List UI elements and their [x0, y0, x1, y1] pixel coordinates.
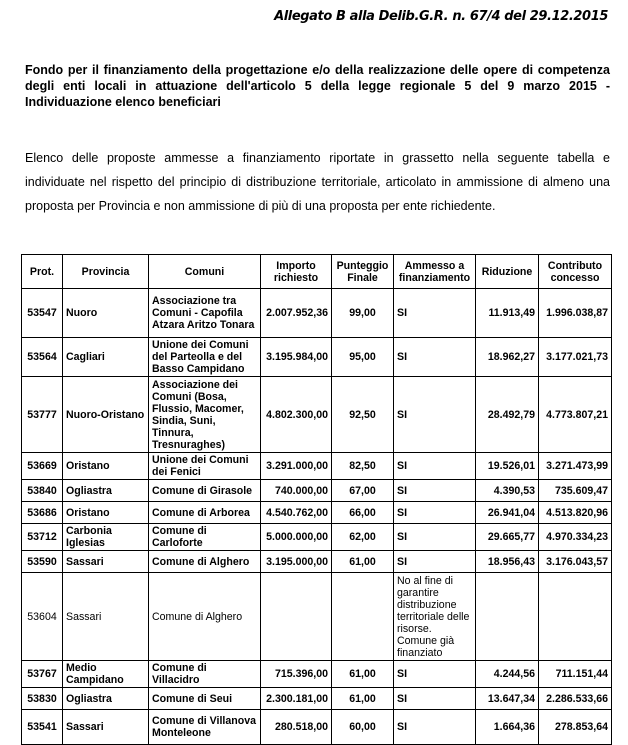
cell-riduzione: 28.492,79: [476, 377, 539, 453]
cell-contributo: 4.970.334,23: [539, 524, 612, 551]
cell-punteggio: [332, 573, 394, 661]
cell-ammesso: SI: [394, 453, 476, 480]
cell-contributo: 735.609,47: [539, 480, 612, 502]
cell-provincia: Nuoro-Oristano: [63, 377, 149, 453]
table-row: [22, 573, 612, 661]
cell-importo: 715.396,00: [261, 661, 332, 688]
cell-comuni: Unione dei Comuni dei Fenici: [149, 453, 261, 480]
cell-contributo: [539, 573, 612, 661]
table-row: [22, 710, 612, 745]
cell-contributo: 3.176.043,57: [539, 551, 612, 573]
table-row: [22, 524, 612, 551]
table-row: [22, 688, 612, 710]
cell-importo: 3.291.000,00: [261, 453, 332, 480]
col-header-comuni: Comuni: [149, 255, 261, 289]
table-row: [22, 661, 612, 688]
cell-prot: 53777: [22, 377, 63, 453]
cell-prot: 53590: [22, 551, 63, 573]
cell-comuni: Associazione dei Comuni (Bosa, Flussio, Macomer, Sindia, Suni, Tinnura, Tresnuraghes): [149, 377, 261, 453]
cell-importo: 740.000,00: [261, 480, 332, 502]
cell-importo: 3.195.000,00: [261, 551, 332, 573]
cell-punteggio: 62,00: [332, 524, 394, 551]
cell-punteggio: 95,00: [332, 338, 394, 377]
cell-provincia: Oristano: [63, 502, 149, 524]
cell-importo: 4.540.762,00: [261, 502, 332, 524]
cell-ammesso: SI: [394, 502, 476, 524]
cell-comuni: Unione dei Comuni del Parteolla e del Basso Campidano: [149, 338, 261, 377]
cell-provincia: Medio Campidano: [63, 661, 149, 688]
cell-ammesso: SI: [394, 710, 476, 745]
cell-punteggio: 66,00: [332, 502, 394, 524]
cell-provincia: Cagliari: [63, 338, 149, 377]
cell-importo: 2.300.181,00: [261, 688, 332, 710]
cell-contributo: 3.177.021,73: [539, 338, 612, 377]
cell-ammesso: SI: [394, 377, 476, 453]
cell-punteggio: 99,00: [332, 289, 394, 338]
cell-provincia: Ogliastra: [63, 480, 149, 502]
cell-prot: 53767: [22, 661, 63, 688]
cell-riduzione: 18.962,27: [476, 338, 539, 377]
cell-contributo: 711.151,44: [539, 661, 612, 688]
table-row: [22, 377, 612, 453]
cell-comuni: Comune di Alghero: [149, 551, 261, 573]
col-header-prot: Prot.: [22, 255, 63, 289]
col-header-provincia: Provincia: [63, 255, 149, 289]
cell-riduzione: 11.913,49: [476, 289, 539, 338]
cell-contributo: 1.996.038,87: [539, 289, 612, 338]
cell-punteggio: 61,00: [332, 551, 394, 573]
cell-provincia: Sassari: [63, 551, 149, 573]
cell-contributo: 4.773.807,21: [539, 377, 612, 453]
cell-riduzione: 1.664,36: [476, 710, 539, 745]
cell-punteggio: 60,00: [332, 710, 394, 745]
cell-contributo: 278.853,64: [539, 710, 612, 745]
table-header-row: [22, 255, 612, 289]
cell-comuni: Comune di Seui: [149, 688, 261, 710]
cell-comuni: Comune di Arborea: [149, 502, 261, 524]
cell-comuni: Comune di Villanova Monteleone: [149, 710, 261, 745]
cell-prot: 53830: [22, 688, 63, 710]
cell-ammesso: SI: [394, 338, 476, 377]
document-reference: Allegato B alla Delib.G.R. n. 67/4 del 29.12.2015: [274, 9, 608, 24]
table-row: [22, 480, 612, 502]
cell-riduzione: 29.665,77: [476, 524, 539, 551]
cell-prot: 53564: [22, 338, 63, 377]
cell-riduzione: 13.647,34: [476, 688, 539, 710]
cell-importo: [261, 573, 332, 661]
cell-punteggio: 82,50: [332, 453, 394, 480]
table-row: [22, 453, 612, 480]
cell-ammesso: SI: [394, 661, 476, 688]
cell-riduzione: 4.390,53: [476, 480, 539, 502]
cell-punteggio: 61,00: [332, 661, 394, 688]
cell-prot: 53547: [22, 289, 63, 338]
table-row: [22, 289, 612, 338]
document-title: Fondo per il finanziamento della progettazione e/o della realizzazione delle opere di competenza degli enti locali in attuazione dell'articolo 5 della legge regionale 5 del 9 marzo 2015 - Individuazione elenco beneficiari: [25, 63, 610, 109]
cell-riduzione: [476, 573, 539, 661]
cell-provincia: Carbonia Iglesias: [63, 524, 149, 551]
cell-riduzione: 4.244,56: [476, 661, 539, 688]
col-header-punteggio: Punteggio Finale: [332, 255, 394, 289]
cell-ammesso: SI: [394, 524, 476, 551]
col-header-importo: Importo richiesto: [261, 255, 332, 289]
cell-ammesso: SI: [394, 289, 476, 338]
cell-provincia: Nuoro: [63, 289, 149, 338]
cell-riduzione: 26.941,04: [476, 502, 539, 524]
cell-importo: 3.195.984,00: [261, 338, 332, 377]
cell-provincia: Sassari: [63, 710, 149, 745]
cell-importo: 5.000.000,00: [261, 524, 332, 551]
cell-comuni: Comune di Girasole: [149, 480, 261, 502]
cell-ammesso: SI: [394, 551, 476, 573]
cell-prot: 53604: [22, 573, 63, 661]
cell-comuni: Comune di Carloforte: [149, 524, 261, 551]
cell-provincia: Sassari: [63, 573, 149, 661]
cell-punteggio: 67,00: [332, 480, 394, 502]
table-row: [22, 502, 612, 524]
cell-importo: 4.802.300,00: [261, 377, 332, 453]
cell-provincia: Oristano: [63, 453, 149, 480]
cell-comuni: Associazione tra Comuni - Capofila Atzara Aritzo Tonara: [149, 289, 261, 338]
beneficiaries-table: [21, 254, 612, 745]
col-header-ammesso: Ammesso a finanziamento: [394, 255, 476, 289]
cell-prot: 53712: [22, 524, 63, 551]
cell-prot: 53541: [22, 710, 63, 745]
cell-punteggio: 92,50: [332, 377, 394, 453]
cell-contributo: 2.286.533,66: [539, 688, 612, 710]
cell-ammesso: No al fine di garantire distribuzione territoriale delle risorse. Comune già finanziato: [394, 573, 476, 661]
cell-importo: 2.007.952,36: [261, 289, 332, 338]
table-row: [22, 338, 612, 377]
cell-provincia: Ogliastra: [63, 688, 149, 710]
col-header-riduzione: Riduzione: [476, 255, 539, 289]
cell-comuni: Comune di Alghero: [149, 573, 261, 661]
cell-ammesso: SI: [394, 480, 476, 502]
cell-comuni: Comune di Villacidro: [149, 661, 261, 688]
col-header-contributo: Contributo concesso: [539, 255, 612, 289]
cell-prot: 53840: [22, 480, 63, 502]
cell-riduzione: 19.526,01: [476, 453, 539, 480]
cell-contributo: 3.271.473,99: [539, 453, 612, 480]
cell-contributo: 4.513.820,96: [539, 502, 612, 524]
cell-importo: 280.518,00: [261, 710, 332, 745]
intro-paragraph: Elenco delle proposte ammesse a finanziamento riportate in grassetto nella seguente tabella e individuate nel rispetto del principio di distribuzione territoriale, articolato in ammissione di almeno una proposta per Provincia e non ammissione di più di una proposta per ente richiedente.: [25, 151, 610, 213]
cell-punteggio: 61,00: [332, 688, 394, 710]
cell-prot: 53669: [22, 453, 63, 480]
cell-riduzione: 18.956,43: [476, 551, 539, 573]
cell-prot: 53686: [22, 502, 63, 524]
cell-ammesso: SI: [394, 688, 476, 710]
table-row: [22, 551, 612, 573]
